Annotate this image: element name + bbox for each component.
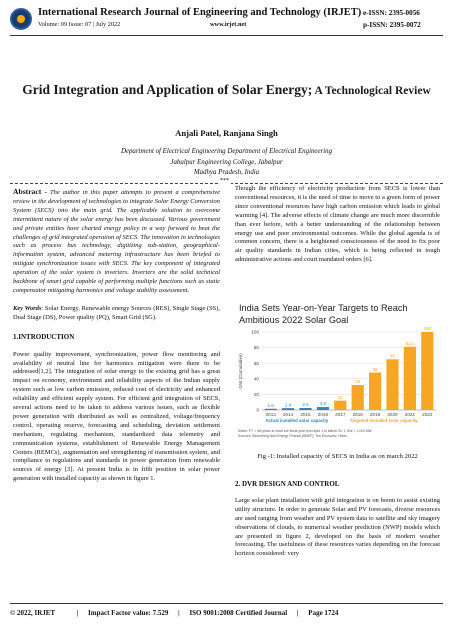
bar-2022 [421,332,433,410]
data-label-2021: 81.1 [405,340,415,346]
affiliation [0,147,453,179]
bar-2019 [369,373,381,410]
data-label-2018: 32 [355,379,361,385]
y-tick-label: 100 [251,329,259,335]
y-tick-label: 0 [256,407,259,413]
journal-title: International Research Journal of Engineering and Technology (IRJET) [38,7,362,18]
chart-source: Sources: Bloomberg New Energy Finance (BNEF); The Economic Times [238,434,347,438]
paper-title-rest: A Technological Review [312,85,431,97]
header-rule [10,35,443,36]
intro-text: Power quality improvement, synchronization, power flow monitoring and availability of neutral line for harmonics mitigation were there to be addressed[1,2]. The integration of solar energy to the existing grid has a great impact on economy, environment and reliability aspects of the Indian supply system such as low carbon emission, reduced cost of electricity and enhanced reliability and efficient supply system. For efficient grid integration of SECS, several actions need to be taken to address various issues, such as flexible power generation with distributed as well as centralized, voltage/frequency control, operating reserve, forecasting and scheduling, deviation settlement mechanism, regulating mechanism, standardized data telemetry and communication systems, establishment of Renewable Energy Management Centers (REMCs), augmentation and strengthening of transmission system, and compliance to regulations and standards in power generation from renewable sources of energy [3]. At present India is in fifth position in solar power generation with installed capacity as shown in figure 1. [13,350,220,483]
bar-2021 [404,347,416,410]
separator-mark: *** [220,178,229,184]
y-tick-label: 40 [253,376,259,382]
section-2-heading: 2. DVR DESIGN AND CONTROL [235,480,340,488]
irjet-logo [10,8,32,30]
y-tick-label: 80 [253,345,259,351]
section-1-heading: 1.INTRODUCTION [13,332,75,341]
footer-rule [10,603,443,604]
keywords-text: : Solar Energy, Renewable energy Sources (RES), Single Stage (SS), Dual Stage (DS), Power quality (PQ), Smart Grid (SG). [13,304,220,321]
affiliation-line-2: Jabalpur Engineering College, Jabalpur [170,158,283,166]
data-label-2014: 2.4 [285,402,292,408]
footer: © 2022, IRJET | Impact Factor value: 7.529 | ISO 9001:2008 Certified Journal | Page 1724 [10,609,339,617]
legend-actual: Actual installed solar capacity [265,418,329,423]
left-column [13,188,220,484]
data-label-2013: 1.6 [267,402,274,408]
right-column-text-2 [235,480,440,559]
x-tick-label: 2021 [404,412,416,417]
figure-caption-text: Fig -1: Installed capacity of SECS in India as on march 2022 [257,453,418,460]
bar-2015 [299,408,311,410]
right-column-text-1 [235,185,440,265]
figure-1-caption [235,452,440,461]
data-label-2020: 65 [390,353,395,359]
x-tick-label: 2016 [317,412,329,417]
data-label-2017: 12 [337,394,343,400]
abstract [13,188,220,296]
footer-impact: Impact Factor value: 7.529 [88,609,169,617]
legend-target: Targeted installed solar capacity [349,418,418,423]
data-label-2016: 3.8 [319,401,326,407]
affiliation-line-1: Department of Electrical Engineering Department of Electrical Engineering [120,148,333,155]
x-tick-label: 2022 [422,412,433,417]
bar-2013 [265,409,277,410]
y-tick-label: 20 [253,392,259,397]
x-tick-label: 2014 [282,412,294,417]
footer-page: Page 1724 [308,609,339,617]
bar-2018 [352,385,364,410]
pissn: p-ISSN: 2395-0072 [363,21,421,29]
x-tick-label: 2017 [335,412,346,417]
x-tick-label: 2013 [265,412,276,417]
bar-2016 [317,407,329,410]
y-tick-label: 60 [253,360,259,366]
bar-2017 [334,401,346,410]
x-tick-label: 2020 [387,412,398,417]
abstract-text: The author in this paper attempts to present a comprehensive review in the development of technologies to integrate Solar Energy Conversion System (SECS) into the main grid. The applicable solution to overcome intermittent nature of the solar energy has been discussed. Various government and private entities have charted energy policy in a way forward to beat the challenges of grid integrated operation of SECS. The innovation in technologies such as process bus technology, digitizing sub-station, geographical-information system, advanced metering infrastructure has been briefed to mitigate synchronization issues with SECS. The key component of integrated operation of the solar system is inverters. Inverters are the solid technical backbone of smart grid capable of performing multiple functions such as static compensator mitigating harmonics and voltage stability assessment. [13,189,220,294]
x-tick-label: 2015 [300,412,311,417]
solar-capacity-chart [236,326,441,446]
x-tick-label: 2019 [369,412,381,417]
keywords-label: Key Words [13,304,42,312]
section-2-text: Large solar plant installation with grid integration is on boom to assist existing utility structure. In order to generate Solar and PV forecasts, diverse resources are used ranging from weather and PV system data to satellite and sky imagery observations of clouds, to numerical weather prediction (NWP) models which are presented in figure 2, developed on the basis of modern weather forecasting. The usefulness of these resources varies depending on the forecast horizon considered: very [235,496,440,558]
footer-iso: ISO 9001:2008 Certified Journal [189,609,288,617]
journal-website[interactable]: www.irjet.net [210,21,247,28]
keywords [13,305,220,323]
affiliation-line-3: Madhya Pradesh, India [193,169,260,176]
data-label-2019: 48 [372,366,378,372]
chart-notes: Notes: FY = 4th years in chart are fiscal year from April 1 to March 31; 1 GW = 1,000 MW [238,429,372,433]
bar-2014 [282,408,294,410]
x-tick-label: 2018 [352,412,363,417]
data-label-2022: 100 [423,326,431,332]
data-label-2015: 2.6 [302,402,309,408]
footer-copyright: © 2022, IRJET [10,609,55,617]
right-paragraph-1: Though the efficiency of electricity production from SECS is lower than conventional resources, it is the need of time to move to a green form of power since conventional resources have high carbon emission which leads to global warming [4]. The adverse effects of climate change are much more discernible than ever before, with a better understanding of the relationship between energy use and poor environmental outcomes. While the global agenda is of common concern, there is a heightened consciousness of the need to fix poor air quality standards in Indian cities, which is being reflected in tough administrative actions and court mandated orders [6]. [235,185,440,264]
eissn: e-ISSN: 2395-0056 [363,9,420,17]
chart-title: India Sets Year-on-Year Targets to Reach Ambitious 2022 Solar Goal [239,303,408,325]
paper-title-main: Grid Integration and Application of Solar Energy; [22,82,313,97]
abstract-label: Abstract - [13,187,48,196]
y-axis-label: GW (Cumulative) [238,353,243,389]
bar-2020 [386,359,398,410]
paper-title [0,80,453,101]
volume-info: Volume: 09 Issue: 07 | July 2022 [38,21,121,28]
authors: Anjali Patel, Ranjana Singh [175,128,278,138]
